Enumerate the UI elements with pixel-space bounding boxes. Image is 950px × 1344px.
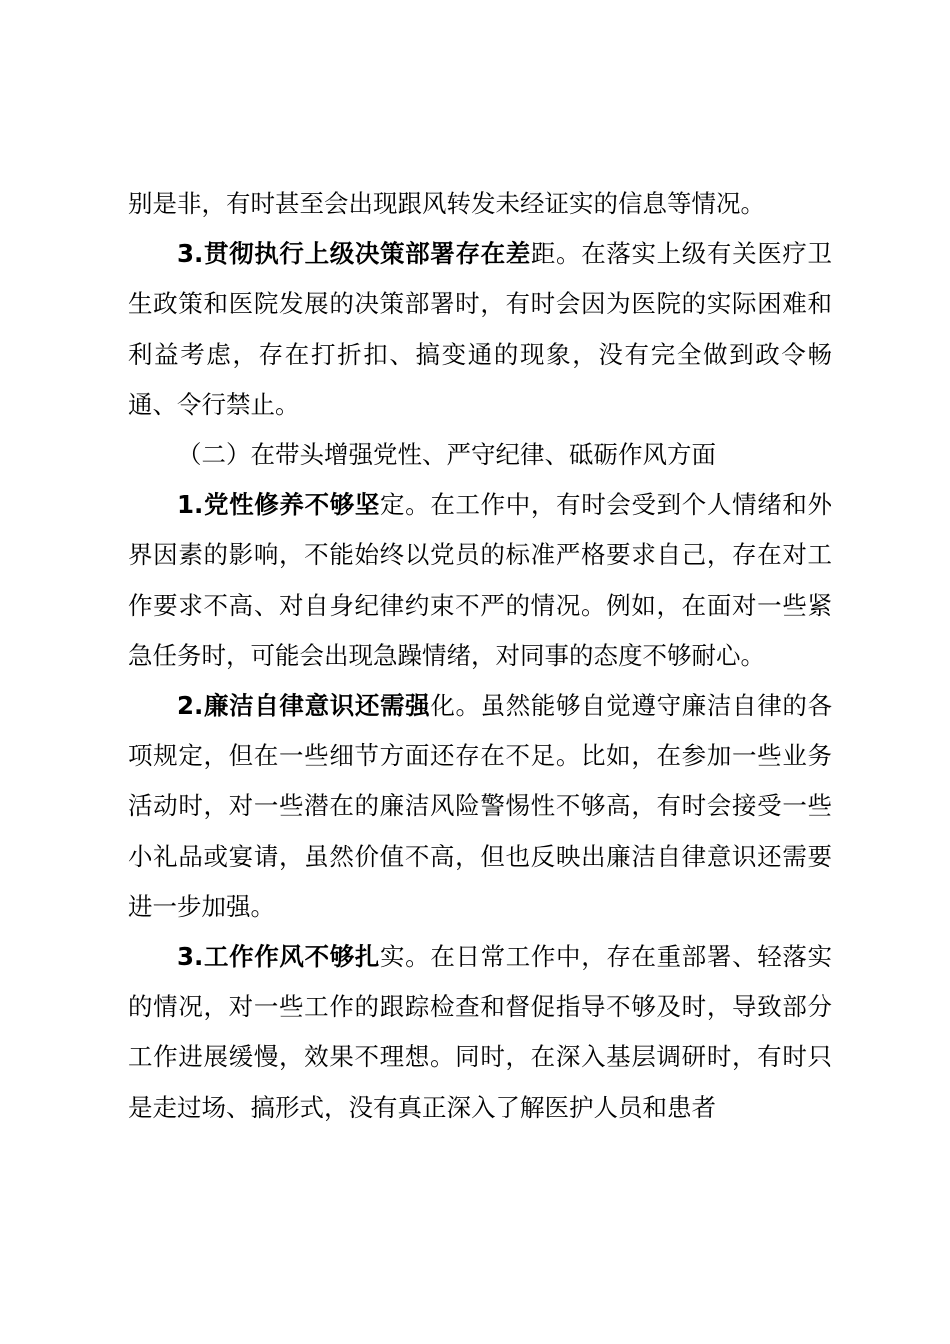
paragraph-item-3-work-style bbox=[128, 932, 832, 1133]
section-heading-2 bbox=[128, 430, 832, 480]
paragraph-text: 距。在落实上级有关医疗卫生政策和医院发展的决策部署时，有时会因为医院的实际困难和利益考虑，存在打折扣、搞变通的现象，没有完全做到政令畅通、令行禁止。 bbox=[128, 239, 833, 419]
paragraph-continuation bbox=[128, 179, 832, 229]
paragraph-text: 别是非，有时甚至会出现跟风转发未经证实的信息等情况。 bbox=[128, 189, 765, 218]
paragraph-heading: 1.党性修养不够坚 bbox=[177, 490, 381, 520]
paragraph-item-3-decision-implementation bbox=[128, 229, 832, 430]
paragraph-heading: 3.贯彻执行上级决策部署存在差 bbox=[177, 239, 531, 269]
paragraph-text: 定。在工作中，有时会受到个人情绪和外界因素的影响，不能始终以党员的标准严格要求自己，存在对工作要求不高、对自身纪律约束不严的情况。例如，在面对一些紧急任务时，可能会出现急躁情绪，对同事的态度不够耐心。 bbox=[128, 490, 833, 670]
paragraph-text: 化。虽然能够自觉遵守廉洁自律的各项规定，但在一些细节方面还存在不足。比如，在参加一些业务活动时，对一些潜在的廉洁风险警惕性不够高，有时会接受一些小礼品或宴请，虽然价值不高，但也反映出廉洁自律意识还需要进一步加强。 bbox=[128, 691, 832, 921]
paragraph-heading: 2.廉洁自律意识还需强 bbox=[177, 691, 431, 721]
paragraph-item-2-integrity bbox=[128, 681, 832, 932]
document-body bbox=[128, 179, 832, 1133]
paragraph-text: 实。在日常工作中，存在重部署、轻落实的情况，对一些工作的跟踪检查和督促指导不够及时，导致部分工作进展缓慢，效果不理想。同时，在深入基层调研时，有时只是走过场、搞形式，没有真正深入了解医护人员和患者 bbox=[128, 942, 833, 1122]
paragraph-item-1-party-spirit bbox=[128, 480, 832, 681]
section-heading-text: （二）在带头增强党性、严守纪律、砥砺作风方面 bbox=[177, 440, 716, 470]
paragraph-heading: 3.工作作风不够扎 bbox=[177, 942, 381, 972]
